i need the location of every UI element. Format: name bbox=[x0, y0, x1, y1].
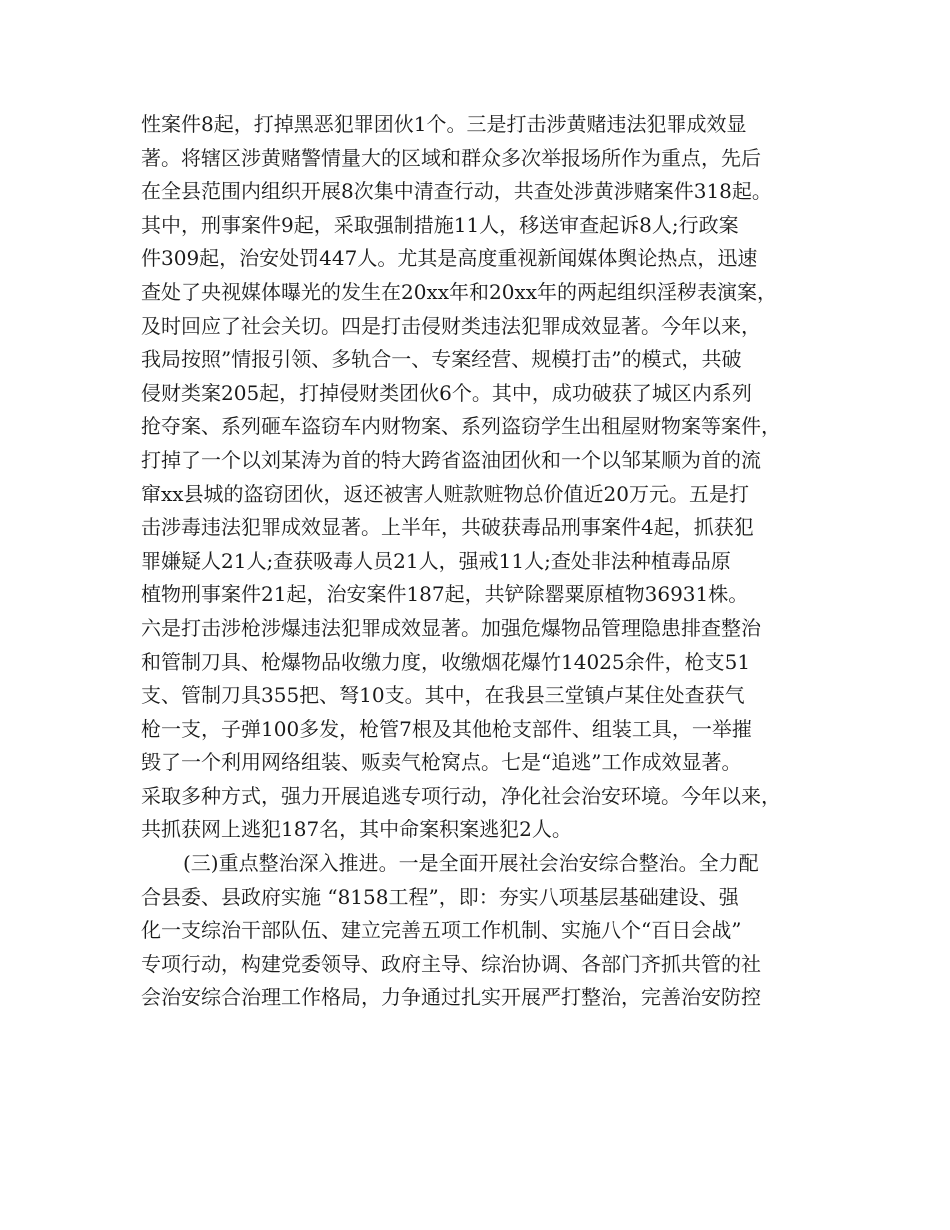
text-line: 在全县范围内组织开展8次集中清查行动，共查处涉黄涉赌案件318起。 bbox=[141, 179, 772, 204]
text-line: 著。将辖区涉黄赌警情量大的区域和群众多次举报场所作为重点，先后 bbox=[141, 145, 761, 170]
paragraph-1 bbox=[141, 108, 821, 847]
text-line: 和管制刀具、枪爆物品收缴力度，收缴烟花爆竹14025余件，枪支51 bbox=[141, 649, 751, 674]
paragraph-2 bbox=[141, 847, 821, 1015]
text-line: 性案件8起，打掉黑恶犯罪团伙1个。三是打击涉黄赌违法犯罪成效显 bbox=[141, 112, 747, 136]
text-line: 件309起，治安处罚447人。尤其是高度重视新闻媒体舆论热点，迅速 bbox=[141, 246, 758, 271]
text-line: (三)重点整治深入推进。一是全面开展社会治安综合整治。全力配 bbox=[183, 851, 759, 876]
text-line: 植物刑事案件21起，治安案件187起，共铲除罂粟原植物36931株。 bbox=[141, 582, 749, 607]
document-body bbox=[141, 108, 821, 1015]
text-line: 查处了央视媒体曝光的发生在20xx年和20xx年的两起组织淫秽表演案， bbox=[141, 279, 778, 304]
text-line: 侵财类案205起，打掉侵财类团伙6个。其中，成功破获了城区内系列 bbox=[141, 380, 752, 405]
text-line: 罪嫌疑人21人;查获吸毒人员21人，强戒11人;查处非法种植毒品原 bbox=[141, 548, 731, 573]
text-line: 抢夺案、系列砸车盗窃车内财物案、系列盗窃学生出租屋财物案等案件， bbox=[141, 414, 781, 439]
text-line: 六是打击涉枪涉爆违法犯罪成效显著。加强危爆物品管理隐患排查整治 bbox=[141, 615, 761, 640]
text-line: 其中，刑事案件9起，采取强制措施11人，移送审查起诉8人;行政案 bbox=[141, 212, 739, 237]
text-line: 毁了一个利用网络组装、贩卖气枪窝点。七是“追逃”工作成效显著。 bbox=[141, 750, 742, 775]
text-line: 合县委、县政府实施 “8158工程”，即：夯实八项基层基础建设、强 bbox=[141, 884, 739, 909]
text-line: 专项行动，构建党委领导、政府主导、综治协调、各部门齐抓共管的社 bbox=[141, 951, 761, 976]
text-line: 击涉毒违法犯罪成效显著。上半年，共破获毒品刑事案件4起，抓获犯 bbox=[141, 515, 754, 540]
text-line: 支、管制刀具355把、弩10支。其中，在我县三堂镇卢某住处查获气 bbox=[141, 683, 745, 708]
text-line: 会治安综合治理工作格局，力争通过扎实开展严打整治，完善治安防控 bbox=[141, 985, 761, 1010]
text-line: 打掉了一个以刘某涛为首的特大跨省盗油团伙和一个以邹某顺为首的流 bbox=[141, 447, 761, 472]
text-line: 采取多种方式，强力开展追逃专项行动，净化社会治安环境。今年以来， bbox=[141, 783, 781, 808]
text-line: 窜xx县城的盗窃团伙，返还被害人赃款赃物总价值近20万元。五是打 bbox=[141, 481, 750, 506]
text-line: 枪一支，子弹100多发，枪管7根及其他枪支部件、组装工具，一举摧 bbox=[141, 716, 752, 741]
text-line: 化一支综治干部队伍、建立完善五项工作机制、实施八个“百日会战” bbox=[141, 918, 742, 943]
text-line: 我局按照”情报引领、多轨合一、专案经营、规模打击”的模式，共破 bbox=[141, 347, 742, 372]
text-line: 共抓获网上逃犯187名，其中命案积案逃犯2人。 bbox=[141, 817, 572, 842]
text-line: 及时回应了社会关切。四是打击侵财类违法犯罪成效显著。今年以来， bbox=[141, 313, 761, 338]
